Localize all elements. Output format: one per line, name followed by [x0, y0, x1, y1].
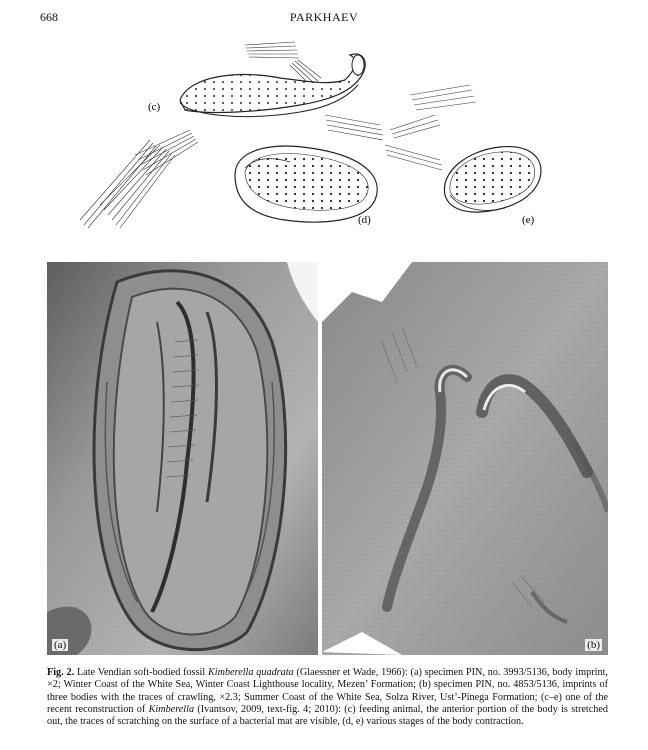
drawing-d-label: (d): [358, 214, 371, 226]
caption-taxon-2: Kimberella: [148, 703, 195, 715]
drawing-d: [235, 146, 377, 226]
caption-label: Fig. 2.: [47, 667, 75, 678]
caption-text-3: (Ivantsov, 2009, text-fig. 4; 2010): (c) feeding animal, the anterior portion of the body is stretched out, the traces of scratching on the surface of a bacterial mat are visible, (d, e) various stages of the body contraction.: [47, 703, 608, 728]
caption-text-2: (Glaessner et Wade, 1966): (a) specimen PIN, no. 3993/5136, body imprint, ×2; Winter Coast of the White Sea, Winter Coast Lighthouse locality, Mezen’ Formation; (b) specimen PIN, no. 4853/5136, imprints of three bodies with the traces of crawling, ×2.3; Summer Coast of the White Sea, Solza River, Ust’-Pinega Formation; (c–e) one of the recent reconstruction of: [47, 667, 608, 715]
figure-caption: [47, 667, 608, 728]
photo-b: [322, 262, 608, 655]
drawing-c-label: (c): [148, 101, 161, 113]
caption-text-1: Late Vendian soft-bodied fossil: [74, 667, 209, 678]
photo-a-label: (a): [54, 639, 67, 651]
drawing-e-label: (e): [522, 214, 535, 226]
reconstruction-drawings: [40, 30, 620, 260]
page-number: 668: [40, 10, 58, 24]
caption-taxon: Kimberella quadrata: [208, 667, 294, 678]
photo-b-label: (b): [587, 639, 600, 651]
photo-a: [47, 262, 318, 655]
drawing-e: [444, 147, 540, 226]
running-head: PARKHAEV: [289, 10, 359, 24]
